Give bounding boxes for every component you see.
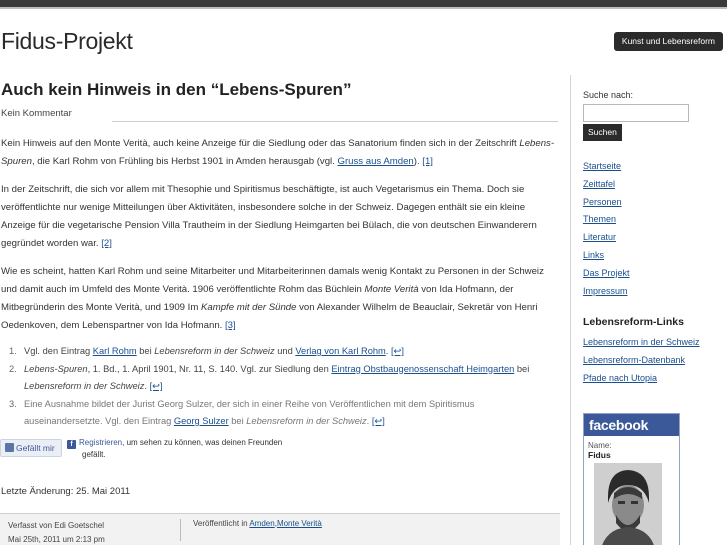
nav-das-projekt[interactable]: Das Projekt	[583, 267, 630, 278]
footnote-1	[9, 343, 554, 361]
footnote-ref-2[interactable]: [2]	[101, 238, 112, 249]
post-title[interactable]: Auch kein Hinweis in den “Lebens-Spuren”	[1, 80, 352, 99]
link-gruss-aus-amden[interactable]: Gruss aus Amden	[337, 156, 414, 167]
footnote-back-link[interactable]: [↩]	[371, 416, 385, 426]
paragraph-1	[1, 135, 557, 171]
facebook-register-link[interactable]: Registrieren	[79, 438, 123, 447]
fb-profile-name[interactable]: Fidus	[588, 450, 611, 460]
meta-separator	[180, 519, 181, 541]
category-monte-verita[interactable]: Monte Verità	[276, 519, 322, 528]
profile-photo[interactable]	[594, 463, 662, 545]
paragraph-text: von Alexander Wilhelm de Beauclair, Sekretär von Henri Oedenkoven, dem Lebenspartner von Ida Hofmann.	[1, 302, 538, 331]
post-date: Mai 25th, 2011 um 2:13 pm	[8, 535, 105, 544]
nav-item	[583, 247, 630, 265]
footnote-text: bei	[228, 416, 247, 426]
nav-literatur[interactable]: Literatur	[583, 232, 617, 243]
nav-personen[interactable]: Personen	[583, 196, 622, 207]
footnote-2	[9, 361, 554, 396]
top-bar	[0, 0, 727, 7]
post-meta	[0, 513, 560, 545]
footnote-text: , 1. Bd., 1. April 1901, Nr. 11, S. 140. Vgl. zur Siedlung den	[87, 363, 332, 374]
link-georg-sulzer[interactable]: Georg Sulzer	[173, 416, 229, 426]
footnote-ref-3[interactable]: [3]	[225, 320, 236, 331]
footnote-back-link[interactable]: [↩]	[149, 381, 163, 391]
nav-startseite[interactable]: Startseite	[583, 161, 622, 171]
last-modified: Letzte Änderung: 25. Mai 2011	[1, 486, 131, 497]
link-item	[583, 334, 700, 352]
nav-links[interactable]: Links	[583, 249, 605, 260]
facebook-register-text	[67, 437, 317, 460]
nav-impressum[interactable]: Impressum	[583, 285, 628, 296]
link-item	[583, 352, 700, 370]
footnote-emphasis: Lebens-Spuren	[24, 363, 88, 374]
nav-item	[583, 265, 630, 283]
nav-item	[583, 158, 630, 176]
link-item	[583, 370, 700, 388]
link-pfade-nach-utopia[interactable]: Pfade nach Utopia	[583, 372, 658, 383]
footnote-text: .	[385, 346, 391, 356]
link-lebensreform-datenbank[interactable]: Lebensreform-Datenbank	[583, 354, 686, 365]
facebook-like-button[interactable]	[0, 439, 62, 457]
nav-zeittafel[interactable]: Zeittafel	[583, 178, 616, 189]
register-text: gefällt.	[82, 450, 106, 459]
top-bar-line	[0, 7, 727, 9]
paragraph-emphasis: Monte Verità	[364, 284, 419, 295]
post-author: Verfasst von Edi Goetschel	[8, 521, 105, 530]
footnote-3	[9, 396, 554, 431]
paragraph-text: ).	[413, 156, 423, 167]
footnote-ref-1[interactable]: [1]	[422, 156, 433, 167]
category-amden[interactable]: Amden	[249, 519, 275, 528]
footnote-emphasis: Lebensreform in der Schweiz	[24, 381, 145, 391]
search-label: Suche nach:	[583, 90, 634, 100]
link-verlag-karl-rohm[interactable]: Verlag von Karl Rohm	[295, 346, 386, 356]
nav-item	[583, 229, 630, 247]
thumbs-up-icon	[5, 443, 14, 452]
links-heading: Lebensreform-Links	[583, 316, 684, 328]
like-label: Gefällt mir	[16, 443, 55, 453]
paragraph-text: Wie es scheint, hatten Karl Rohm und seine Mitarbeiter und Mitarbeiterinnen damals wenig Kontakt zu Personen in der Schweiz und damit auch im Umfeld des Monte Verità. 1906 veröffentlichte Rohm das Büchlein	[1, 266, 544, 295]
footnote-back-link[interactable]: [↩]	[390, 346, 404, 356]
paragraph-3	[1, 263, 557, 335]
post-author-date	[8, 519, 105, 545]
site-title[interactable]: Fidus-Projekt	[1, 28, 133, 54]
footnote-emphasis: Lebensreform in der Schweiz	[246, 416, 367, 426]
fb-name-label: Name:	[588, 441, 612, 450]
nav-item	[583, 211, 630, 229]
facebook-logo: facebook	[584, 414, 679, 436]
external-links	[583, 334, 700, 387]
paragraph-emphasis: Lebens-Spuren	[1, 138, 555, 167]
footnote-text: Eine Ausnahme bildet der Jurist Georg Sulzer, der sich in einer Reihe von Veröffentlichen mit dem Spiritismus auseinandersetzte. Vgl. den Eintrag	[24, 398, 475, 426]
sidebar-divider	[570, 75, 571, 545]
search-input[interactable]	[583, 104, 689, 122]
tagline-badge: Kunst und Lebensreform	[614, 32, 723, 51]
link-karl-rohm[interactable]: Karl Rohm	[92, 346, 137, 356]
footnote-number: 2.	[9, 363, 17, 374]
paragraph-2	[1, 181, 557, 253]
search-button[interactable]: Suchen	[583, 124, 622, 141]
link-lebensreform-schweiz[interactable]: Lebensreform in der Schweiz	[583, 337, 700, 347]
footnote-text: bei	[514, 363, 530, 374]
nav-themen[interactable]: Themen	[583, 214, 617, 225]
footnotes-list	[9, 343, 554, 431]
facebook-f-icon: f	[67, 440, 76, 449]
footnote-text: .	[366, 416, 372, 426]
paragraph-emphasis: Kampfe mit der Sünde	[201, 302, 297, 313]
divider	[112, 121, 558, 122]
footnote-emphasis: Lebensreform in der Schweiz	[154, 346, 275, 356]
footnote-text: Vgl. den Eintrag	[24, 346, 93, 356]
nav-item	[583, 176, 630, 194]
sidebar-nav	[583, 158, 630, 300]
paragraph-text: von Ida Hofmann, der Mitbegründerin des Monte Verità, und 1909 Im	[1, 284, 514, 313]
nav-item	[583, 194, 630, 212]
post-categories	[193, 519, 322, 528]
register-text: , um sehen zu können, was deinen Freunden	[122, 438, 283, 447]
footnote-text: .	[144, 381, 150, 391]
paragraph-text: Kein Hinweis auf den Monte Verità, auch keine Anzeige für die Siedlung oder das Sanatorium finden sich in der Zeitschrift	[1, 138, 520, 149]
footnote-number: 1.	[9, 346, 17, 356]
footnote-text: bei	[136, 346, 155, 356]
link-eintrag-heimgarten[interactable]: Eintrag Obstbaugenossenschaft Heimgarten	[331, 363, 515, 374]
facebook-widget[interactable]	[583, 413, 680, 545]
footnote-number: 3.	[9, 398, 17, 409]
footnote-text: und	[274, 346, 296, 356]
category-separator: ,	[274, 519, 277, 528]
paragraph-text: , die Karl Rohm von Frühling bis Herbst 1901 in Amden herausgab (vgl.	[31, 156, 338, 167]
nav-item	[583, 283, 630, 301]
paragraph-text: In der Zeitschrift, die sich vor allem mit Thesophie und Spiritismus beschäftigte, ist auch Vegetarismus ein Thema. Doch sie veröffentlichte nur wenige Mitteilungen über Aktivitäten, insbesondere solche in der Schweiz. Dagegen enthält sie ein kleine Anzeige für die vegetarische Pension Villa Trautheim in der Siedlung Heimgarten bei Bülach, die von deutschen Einwanderern gegründet worden war.	[1, 184, 537, 249]
categories-label: Veröffentlicht in	[193, 519, 250, 528]
comments-count: Kein Kommentar	[1, 108, 72, 119]
